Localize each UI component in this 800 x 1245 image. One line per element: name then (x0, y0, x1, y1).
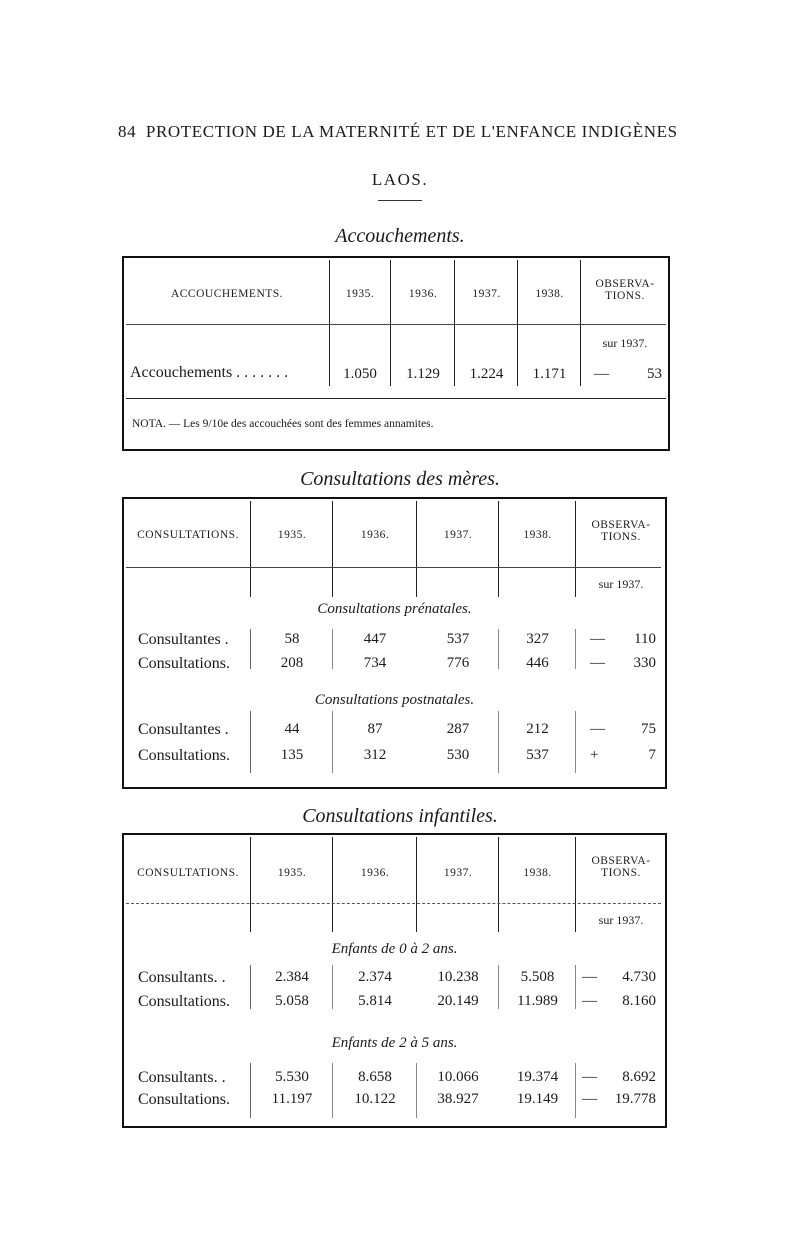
country-title: LAOS. (371, 170, 429, 189)
column-header-year: 1936. (408, 288, 438, 300)
section-title-consultations-infantiles: Consultations infantiles. (302, 805, 498, 827)
observation-basis: sur 1937. (598, 577, 644, 591)
observation-sign: + (590, 747, 599, 763)
row-label: Consultants. . (138, 1069, 226, 1086)
table-cell: 447 (363, 631, 387, 647)
observation-value: 4.730 (622, 969, 656, 985)
column-header-year: 1935. (277, 867, 307, 879)
group-title: Enfants de 2 à 5 ans. (331, 1035, 458, 1051)
observation-sign: — (590, 655, 605, 671)
table-cell: 44 (284, 721, 300, 737)
observation-value: 75 (641, 721, 656, 737)
observation-value: 7 (648, 747, 656, 763)
table-note: NOTA. — Les 9/10e des accouchées sont des femmes annamites. (132, 418, 434, 430)
column-header-year: 1936. (360, 867, 390, 879)
running-header (118, 122, 688, 142)
row-label: Consultantes . (138, 721, 229, 738)
column-header-year: 1935. (345, 288, 375, 300)
table-cell: 212 (526, 721, 549, 737)
group-title: Enfants de 0 à 2 ans. (331, 941, 458, 957)
column-header-observations: OBSERVA- TIONS. (591, 855, 651, 879)
column-header-year: 1938. (535, 288, 564, 300)
observation-value: 8.692 (622, 1069, 656, 1085)
table-cell: 19.374 (516, 1069, 559, 1085)
table-cell: 1.224 (469, 366, 504, 382)
column-header-label: CONSULTATIONS. (137, 529, 239, 541)
group-title: Consultations postnatales. (314, 692, 475, 708)
table-cell: 530 (446, 747, 470, 763)
column-header-year: 1937. (443, 529, 473, 541)
column-header-year: 1935. (277, 529, 307, 541)
column-header-label: ACCOUCHEMENTS. (170, 288, 284, 300)
page-number: 84 (118, 122, 137, 141)
observation-value: 19.778 (614, 1091, 656, 1107)
table-cell: 208 (280, 655, 304, 671)
table-cell: 11.989 (517, 993, 558, 1009)
observation-sign: — (582, 1069, 597, 1085)
column-header-year: 1938. (523, 529, 552, 541)
table-cell: 5.058 (275, 993, 309, 1009)
column-header-year: 1937. (443, 867, 473, 879)
running-title: PROTECTION DE LA MATERNITÉ ET DE L'ENFANCE INDIGÈNES (145, 122, 678, 141)
observation-value: 110 (634, 631, 656, 647)
table-cell: 11.197 (271, 1091, 313, 1107)
table-cell: 20.149 (437, 993, 479, 1009)
observation-sign: — (590, 631, 605, 647)
observation-sign: — (582, 969, 597, 985)
table-cell: 10.238 (437, 969, 479, 985)
row-label: Consultations. (138, 655, 231, 672)
row-label: Accouchements . . . . . . . (130, 364, 289, 381)
row-label: Consultants. . (138, 969, 226, 986)
observation-value: 53 (647, 366, 662, 382)
row-label: Consultations. (138, 1091, 231, 1108)
table-cell: 58 (284, 631, 300, 647)
table-cell: 287 (446, 721, 470, 737)
table-cell: 537 (526, 747, 549, 763)
table-cell: 10.122 (354, 1091, 396, 1107)
table-cell: 2.384 (275, 969, 309, 985)
table-cell: 5.508 (520, 969, 555, 985)
observation-basis: sur 1937. (602, 336, 648, 350)
table-cell: 2.374 (358, 969, 392, 985)
observation-value: 8.160 (622, 993, 656, 1009)
table-cell: 312 (363, 747, 387, 763)
table-cell: 327 (526, 631, 549, 647)
title-rule (378, 200, 422, 201)
row-label: Consultations. (138, 747, 231, 764)
table-cell: 734 (363, 655, 387, 671)
table-accouchements (122, 256, 670, 451)
table-cell: 5.814 (358, 993, 392, 1009)
table-consultations-infantiles (122, 833, 667, 1128)
column-header-year: 1938. (523, 867, 552, 879)
table-cell: 1.129 (406, 366, 440, 382)
column-header-observations: OBSERVA- TIONS. (595, 278, 655, 302)
group-title: Consultations prénatales. (317, 601, 472, 617)
column-header-year: 1937. (472, 288, 501, 300)
row-label: Consultantes . (138, 631, 229, 648)
table-cell: 5.530 (275, 1069, 309, 1085)
table-cell: 8.658 (358, 1069, 392, 1085)
section-title-consultations-meres: Consultations des mères. (300, 468, 500, 490)
column-header-year: 1936. (360, 529, 390, 541)
table-cell: 87 (367, 721, 383, 737)
table-cell: 10.066 (437, 1069, 479, 1085)
observation-basis: sur 1937. (598, 913, 644, 927)
table-cell: 38.927 (437, 1091, 479, 1107)
row-label: Consultations. (138, 993, 231, 1010)
table-cell: 1.050 (343, 366, 377, 382)
table-cell: 1.171 (532, 366, 567, 382)
table-cell: 135 (280, 747, 304, 763)
table-consultations-meres (122, 497, 667, 789)
observation-sign: — (582, 1091, 597, 1107)
table-cell: 446 (526, 655, 549, 671)
column-header-observations: OBSERVA- TIONS. (591, 519, 651, 543)
observation-value: 330 (633, 655, 656, 671)
table-cell: 537 (446, 631, 470, 647)
column-header-label: CONSULTATIONS. (137, 867, 239, 879)
observation-sign: — (582, 993, 597, 1009)
table-cell: 776 (446, 655, 470, 671)
observation-sign: — (594, 366, 609, 382)
observation-sign: — (590, 721, 605, 737)
section-title-accouchements: Accouchements. (335, 225, 465, 247)
table-cell: 19.149 (516, 1091, 559, 1107)
